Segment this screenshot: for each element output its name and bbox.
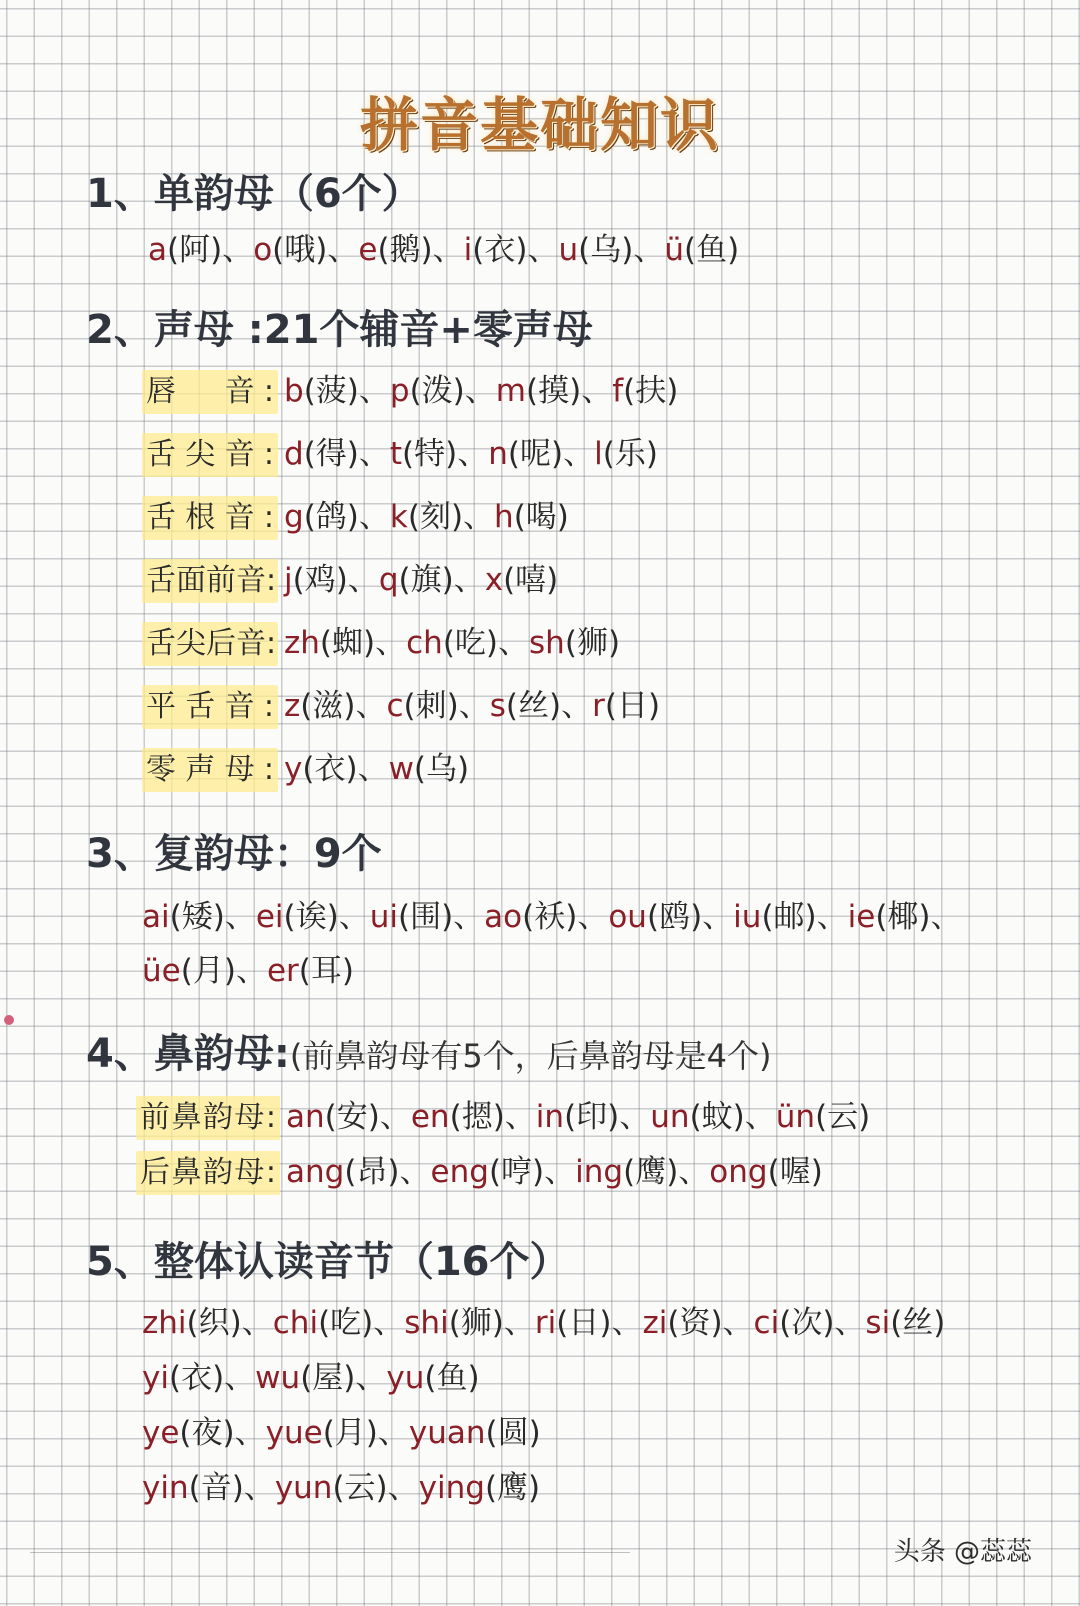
example-character: (哼) — [488, 1154, 545, 1190]
pinyin-letter: zh — [284, 625, 320, 661]
pinyin-letter: yi — [142, 1360, 169, 1396]
pinyin-letter: g — [284, 499, 304, 535]
example-character: (月) — [180, 953, 236, 989]
pinyin-letter: üe — [142, 953, 181, 989]
pinyin-letter: c — [386, 688, 404, 724]
pinyin-letter: zhi — [142, 1305, 187, 1341]
separator: 、 — [399, 1154, 431, 1190]
syllables-line — [142, 1358, 480, 1398]
pinyin-letter: ong — [709, 1154, 768, 1190]
initials-row — [142, 433, 658, 477]
pinyin-letter: wu — [255, 1360, 301, 1396]
row-label: 舌尖后音: — [142, 622, 278, 666]
pinyin-letter: ao — [484, 899, 523, 935]
separator: 、 — [355, 1360, 387, 1396]
pinyin-letter: yu — [386, 1360, 425, 1396]
pinyin-letter: sh — [529, 625, 565, 661]
separator: 、 — [327, 232, 359, 268]
pinyin-letter: y — [284, 751, 303, 787]
pinyin-letter: yin — [142, 1470, 189, 1506]
pinyin-letter: e — [358, 232, 378, 268]
example-character: (资) — [667, 1305, 723, 1341]
pinyin-letter: shi — [404, 1305, 449, 1341]
separator: 、 — [222, 232, 254, 268]
section-3-line-2 — [142, 951, 354, 991]
example-character: (圆) — [485, 1415, 541, 1451]
pinyin-letter: chi — [272, 1305, 319, 1341]
row-items — [284, 688, 660, 724]
section-3-heading: 3、复韵母：9个 — [86, 831, 382, 877]
pinyin-letter: k — [389, 499, 408, 535]
separator: 、 — [678, 1154, 710, 1190]
example-character: (日) — [604, 688, 661, 724]
pinyin-letter: ie — [847, 899, 876, 935]
example-character: (狮) — [448, 1305, 504, 1341]
pinyin-letter: p — [389, 373, 410, 409]
example-character: (月) — [322, 1415, 378, 1451]
separator: 、 — [377, 1415, 409, 1451]
separator: 、 — [577, 899, 609, 935]
pinyin-letter: o — [253, 232, 273, 268]
example-character: (昂) — [344, 1154, 400, 1190]
page-title: 拼音基础知识 — [359, 91, 720, 159]
pinyin-letter: u — [558, 232, 579, 268]
row-items — [284, 751, 469, 787]
example-character: (织) — [186, 1305, 242, 1341]
pinyin-letter: un — [650, 1099, 690, 1135]
example-character: (丝) — [505, 688, 562, 724]
separator: 、 — [464, 373, 496, 409]
example-character: (矮) — [169, 899, 225, 935]
example-character: (衣) — [472, 232, 528, 268]
section-4-title: 4、鼻韵母: — [86, 1031, 290, 1077]
example-character: (衣) — [168, 1360, 225, 1396]
pinyin-letter: ün — [775, 1099, 816, 1135]
pinyin-letter: r — [592, 688, 605, 724]
example-character: (印) — [564, 1099, 620, 1135]
section-4-note: (前鼻韵母有5个，后鼻韵母是4个) — [289, 1037, 772, 1075]
example-character: (围) — [397, 899, 454, 935]
separator: 、 — [504, 1099, 536, 1135]
row-label: 唇 音: — [142, 370, 278, 414]
example-character: (鸥) — [646, 899, 703, 935]
example-character: (摁) — [449, 1099, 505, 1135]
pinyin-letter: l — [594, 436, 603, 472]
watermark: 头条 @蕊蕊 — [893, 1537, 1032, 1567]
separator: 、 — [387, 1470, 419, 1506]
example-character: (鹰) — [484, 1470, 541, 1506]
example-character: (嘻) — [503, 562, 559, 598]
back-nasal-label: 后鼻韵母: — [136, 1151, 280, 1195]
example-character: (椰) — [875, 899, 931, 935]
row-label: 舌面前音: — [142, 559, 278, 603]
pinyin-letter: t — [389, 436, 403, 472]
example-character: (哦) — [272, 232, 328, 268]
example-character: (丝) — [890, 1305, 946, 1341]
separator: 、 — [338, 899, 370, 935]
example-character: (喝) — [513, 499, 569, 535]
separator: 、 — [633, 232, 665, 268]
example-character: (音) — [188, 1470, 244, 1506]
separator: 、 — [503, 1305, 535, 1341]
example-character: (得) — [303, 436, 359, 472]
back-nasal-row — [136, 1151, 823, 1195]
row-items — [284, 373, 678, 409]
bottom-rule — [30, 1552, 630, 1553]
example-character: (衣) — [302, 751, 358, 787]
pinyin-letter: ou — [608, 899, 647, 935]
example-character: (日) — [556, 1305, 612, 1341]
example-character: (鹅) — [377, 232, 433, 268]
example-character: (乐) — [602, 436, 658, 472]
pinyin-letter: ai — [142, 899, 170, 935]
example-character: (夜) — [179, 1415, 235, 1451]
example-character: (袄) — [522, 899, 578, 935]
pinyin-letter: ci — [753, 1305, 780, 1341]
example-character: (泼) — [409, 373, 465, 409]
separator: 、 — [241, 1305, 273, 1341]
separator: 、 — [563, 436, 595, 472]
separator: 、 — [463, 499, 495, 535]
pinyin-letter: a — [148, 232, 167, 268]
pinyin-letter: en — [410, 1099, 450, 1135]
separator: 、 — [544, 1154, 576, 1190]
margin-dot — [4, 1015, 14, 1025]
section-5-heading: 5、整体认读音节（16个） — [86, 1239, 570, 1285]
example-character: (吃) — [442, 625, 499, 661]
pinyin-letter: j — [284, 562, 293, 598]
example-character: (刻) — [407, 499, 464, 535]
initials-row — [142, 748, 469, 792]
separator: 、 — [243, 1470, 275, 1506]
example-character: (蚊) — [689, 1099, 745, 1135]
separator: 、 — [358, 499, 390, 535]
example-character: (乌) — [413, 751, 470, 787]
example-character: (菠) — [303, 373, 359, 409]
pinyin-letter: q — [378, 562, 399, 598]
pinyin-letter: ü — [664, 232, 684, 268]
separator: 、 — [581, 373, 613, 409]
pinyin-letter: b — [284, 373, 304, 409]
section-3-line-1 — [142, 897, 962, 937]
row-label: 舌尖音: — [142, 433, 278, 477]
separator: 、 — [816, 899, 848, 935]
pinyin-letter: ui — [369, 899, 398, 935]
pinyin-letter: f — [612, 373, 624, 409]
separator: 、 — [357, 751, 389, 787]
back-nasal-items — [286, 1154, 823, 1190]
front-nasal-items — [286, 1099, 870, 1135]
row-items — [284, 625, 620, 661]
pinyin-letter: ei — [255, 899, 284, 935]
example-character: (邮) — [761, 899, 817, 935]
example-character: (屋) — [300, 1360, 356, 1396]
example-character: (鹰) — [623, 1154, 679, 1190]
pinyin-letter: w — [388, 751, 414, 787]
row-label: 平舌音: — [142, 685, 278, 729]
example-character: (鱼) — [424, 1360, 480, 1396]
pinyin-letter: ying — [418, 1470, 485, 1506]
example-character: (安) — [324, 1099, 380, 1135]
pinyin-letter: ri — [534, 1305, 557, 1341]
pinyin-letter: yun — [274, 1470, 333, 1506]
separator: 、 — [702, 899, 734, 935]
separator: 、 — [527, 232, 559, 268]
example-character: (鱼) — [684, 232, 740, 268]
pinyin-letter: d — [284, 436, 304, 472]
example-character: (云) — [815, 1099, 871, 1135]
separator: 、 — [453, 899, 485, 935]
separator: 、 — [498, 625, 530, 661]
initials-row — [142, 559, 558, 603]
syllables-line — [142, 1303, 945, 1343]
separator: 、 — [458, 688, 490, 724]
front-nasal-label: 前鼻韵母: — [136, 1096, 280, 1140]
separator: 、 — [235, 953, 267, 989]
section-4-heading — [86, 1030, 772, 1080]
section-1-line — [148, 230, 739, 270]
pinyin-letter: iu — [733, 899, 762, 935]
separator: 、 — [355, 688, 387, 724]
pinyin-letter: n — [488, 436, 508, 472]
example-character: (喔) — [767, 1154, 823, 1190]
example-character: (耳) — [298, 953, 354, 989]
example-character: (蜘) — [319, 625, 376, 661]
row-items — [284, 436, 658, 472]
separator: 、 — [619, 1099, 651, 1135]
initials-row — [142, 685, 660, 729]
separator: 、 — [744, 1099, 776, 1135]
pinyin-letter: in — [535, 1099, 565, 1135]
separator: 、 — [453, 562, 485, 598]
separator: 、 — [432, 232, 464, 268]
pinyin-letter: s — [489, 688, 506, 724]
pinyin-letter: zi — [642, 1305, 668, 1341]
syllables-line — [142, 1468, 540, 1508]
pinyin-letter: yue — [265, 1415, 323, 1451]
separator: 、 — [347, 562, 379, 598]
initials-row — [142, 496, 569, 540]
example-character: (诶) — [283, 899, 339, 935]
row-label: 舌根音: — [142, 496, 278, 540]
example-character: (滋) — [300, 688, 356, 724]
pinyin-letter: m — [495, 373, 526, 409]
section-1-heading: 1、单韵母（6个） — [86, 171, 422, 217]
example-character: (呢) — [507, 436, 564, 472]
initials-row — [142, 370, 678, 414]
pinyin-letter: i — [463, 232, 473, 268]
initials-row — [142, 622, 620, 666]
separator: 、 — [234, 1415, 266, 1451]
separator: 、 — [358, 436, 390, 472]
example-character: (特) — [402, 436, 458, 472]
pinyin-letter: ing — [575, 1154, 624, 1190]
pinyin-letter: eng — [430, 1154, 489, 1190]
example-character: (摸) — [525, 373, 582, 409]
row-items — [284, 562, 558, 598]
separator: 、 — [379, 1099, 411, 1135]
example-character: (扶) — [623, 373, 679, 409]
pinyin-letter: ch — [406, 625, 443, 661]
example-character: (吃) — [318, 1305, 374, 1341]
separator: 、 — [373, 1305, 405, 1341]
separator: 、 — [930, 899, 962, 935]
separator: 、 — [224, 899, 256, 935]
pinyin-letter: si — [865, 1305, 891, 1341]
separator: 、 — [457, 436, 489, 472]
separator: 、 — [358, 373, 390, 409]
pinyin-letter: yuan — [408, 1415, 486, 1451]
example-character: (乌) — [578, 232, 634, 268]
pinyin-letter: er — [266, 953, 299, 989]
example-character: (次) — [779, 1305, 835, 1341]
pinyin-letter: z — [284, 688, 301, 724]
example-character: (旗) — [398, 562, 454, 598]
row-items — [284, 499, 569, 535]
syllables-line — [142, 1413, 541, 1453]
section-2-heading: 2、声母 :21个辅音+零声母 — [86, 307, 593, 353]
separator: 、 — [375, 625, 407, 661]
separator: 、 — [561, 688, 593, 724]
pinyin-letter: ye — [142, 1415, 180, 1451]
separator: 、 — [722, 1305, 754, 1341]
row-label: 零声母: — [142, 748, 278, 792]
example-character: (刺) — [403, 688, 459, 724]
pinyin-letter: ang — [286, 1154, 345, 1190]
pinyin-letter: h — [494, 499, 514, 535]
example-character: (狮) — [564, 625, 621, 661]
separator: 、 — [224, 1360, 256, 1396]
example-character: (鸽) — [303, 499, 359, 535]
example-character: (云) — [332, 1470, 388, 1506]
pinyin-letter: an — [286, 1099, 325, 1135]
separator: 、 — [611, 1305, 643, 1341]
pinyin-letter: x — [484, 562, 504, 598]
example-character: (阿) — [167, 232, 223, 268]
example-character: (鸡) — [292, 562, 348, 598]
front-nasal-row — [136, 1096, 870, 1140]
separator: 、 — [834, 1305, 866, 1341]
